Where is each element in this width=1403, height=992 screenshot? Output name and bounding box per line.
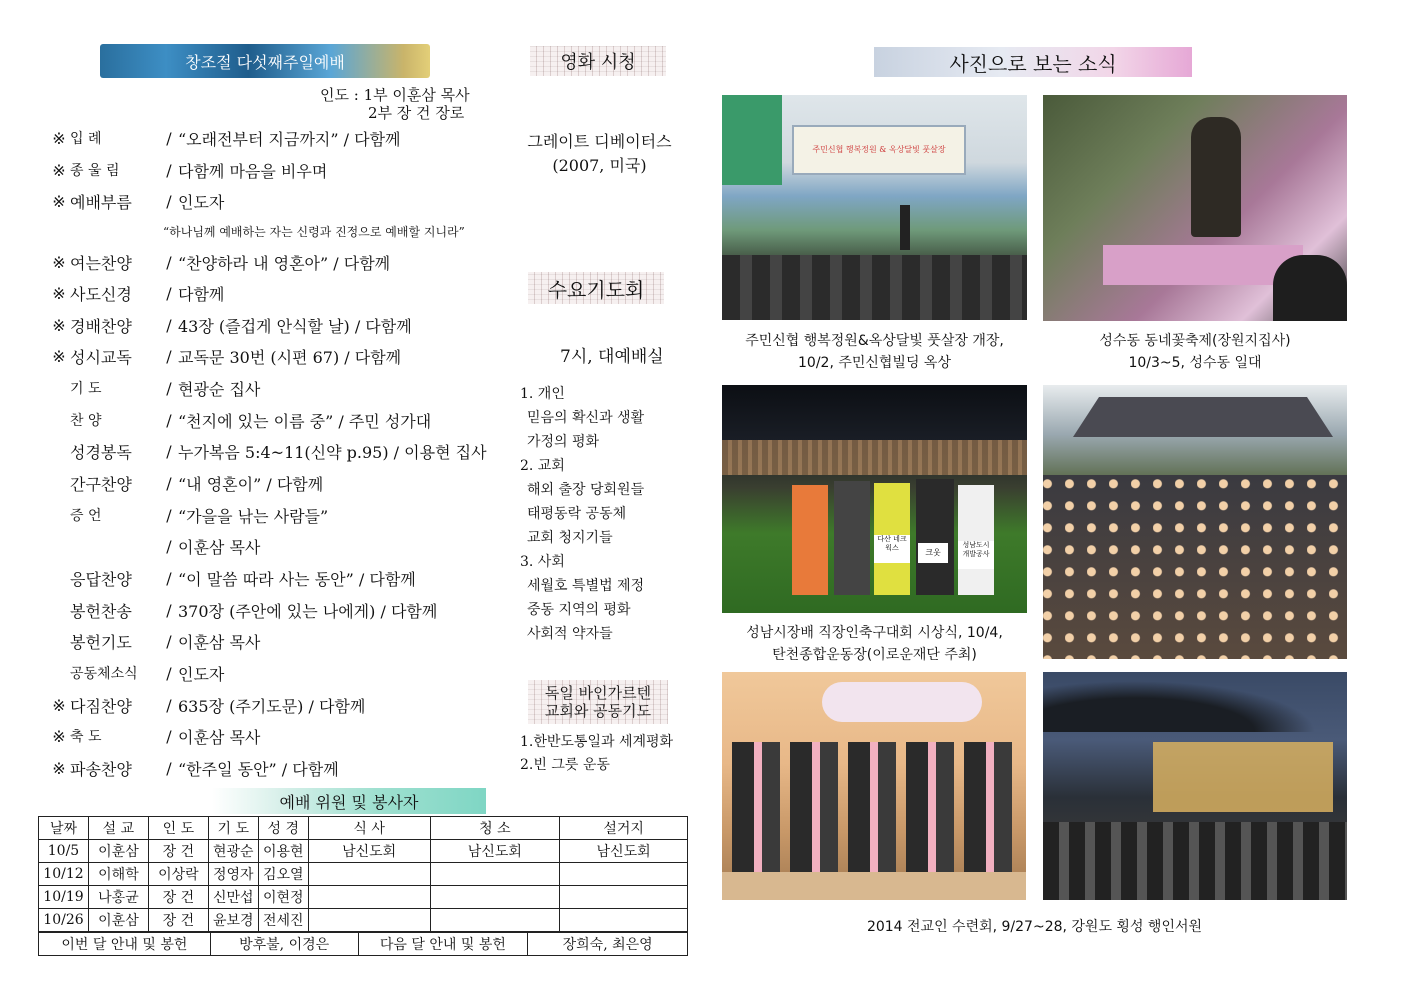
photo-retreat-indoor xyxy=(722,672,1026,900)
wednesday-title: 수요기도회 xyxy=(547,277,645,302)
staff-header-cell: 식 사 xyxy=(308,817,430,840)
worship-order-item xyxy=(48,753,508,783)
caption-rooftop-line-1: 주민신협 행복정원&옥상달빛 풋살장 개장, xyxy=(745,333,1004,349)
worship-order-item xyxy=(48,405,508,435)
staff-header-cell: 성 경 xyxy=(258,817,308,840)
movie-title-box xyxy=(530,46,666,76)
wall-banner xyxy=(822,682,982,722)
table-row xyxy=(39,909,688,932)
worship-order-item xyxy=(48,310,508,340)
order-mark: ※ xyxy=(52,726,66,746)
audience xyxy=(722,255,1027,320)
worship-order-item xyxy=(48,500,508,530)
staff-cell: 현광순 xyxy=(208,840,258,863)
order-desc: “가을을 낚는 사람들” xyxy=(178,506,329,526)
wooden-floor xyxy=(722,872,1026,900)
order-slash: / xyxy=(166,315,172,335)
worship-order-item xyxy=(48,373,508,403)
order-slash: / xyxy=(166,191,172,211)
movie-info xyxy=(512,130,687,178)
order-slash: / xyxy=(166,631,172,651)
order-mark: ※ xyxy=(52,160,66,180)
staff-cell: 10/5 xyxy=(39,840,89,863)
worship-order-item xyxy=(48,247,508,277)
order-name: 예배부름 xyxy=(70,192,132,212)
worship-order-item xyxy=(48,123,508,153)
order-name: 파송찬양 xyxy=(70,759,132,779)
order-desc: 이훈삼 목사 xyxy=(178,632,261,652)
order-slash: / xyxy=(166,695,172,715)
order-desc: 다함께 마음을 비우며 xyxy=(178,161,328,181)
movie-title: 영화 시청 xyxy=(560,52,636,73)
green-wall xyxy=(722,95,782,185)
order-desc: 이훈삼 목사 xyxy=(178,727,261,747)
staff-cell: 10/19 xyxy=(39,886,89,909)
worship-title-banner xyxy=(100,44,430,78)
germany-title-box xyxy=(528,680,668,724)
caption-flower-line-2: 10/3~5, 성수동 일대 xyxy=(1128,355,1262,371)
order-name: 성시교독 xyxy=(70,347,132,367)
order-name: 공동체소식 xyxy=(70,666,138,682)
staff-title: 예배 위원 및 봉사자 xyxy=(279,792,419,812)
order-name: 여는찬양 xyxy=(70,253,132,273)
prayer-item: 1. 개인 xyxy=(520,386,565,402)
order-mark: ※ xyxy=(52,191,66,211)
order-mark: ※ xyxy=(52,758,66,778)
staff-cell xyxy=(308,863,430,886)
caption-retreat: 2014 전교인 수련회, 9/27~28, 강원도 횡성 행인서원 xyxy=(866,919,1203,935)
order-slash: / xyxy=(166,128,172,148)
caption-soccer-line-1: 성남시장배 직장인축구대회 시상식, 10/4, xyxy=(746,625,1003,641)
order-name: 축 도 xyxy=(70,729,102,745)
person-2 xyxy=(834,481,870,595)
staff-header-cell: 설거지 xyxy=(560,817,688,840)
movie-year: (2007, 미국) xyxy=(552,156,647,175)
photo-banner-sign: 주민신협 행복정원 & 옥상달빛 풋살장 xyxy=(792,125,966,175)
table-row xyxy=(39,886,688,909)
photo-flower-festival xyxy=(1043,95,1347,321)
prayer-item: 세월호 특별법 제정 xyxy=(527,578,645,594)
worship-order-item xyxy=(48,341,508,371)
order-name: 입 례 xyxy=(70,131,102,147)
order-desc: “한주일 동안” / 다함께 xyxy=(178,759,339,779)
staff-cell: 이용현 xyxy=(258,840,308,863)
order-slash: / xyxy=(166,410,172,430)
staff-cell xyxy=(308,909,430,932)
germany-title-line-1: 독일 바인가르텐 xyxy=(544,684,652,702)
staff-cell: 이해학 xyxy=(88,863,148,886)
staff-cell: 나홍균 xyxy=(88,886,148,909)
speaker-figure xyxy=(900,205,910,250)
staff-cell: 이현정 xyxy=(258,886,308,909)
sign-1: 다산 네크웍스 xyxy=(874,535,910,563)
order-name: 봉헌기도 xyxy=(70,632,132,652)
staff-header-cell: 기 도 xyxy=(208,817,258,840)
staff-cell xyxy=(430,886,560,909)
staff-cell: 정영자 xyxy=(208,863,258,886)
order-desc: 인도자 xyxy=(178,192,225,212)
participant-figure xyxy=(1273,255,1347,321)
person-4 xyxy=(916,479,954,595)
staff-cell: 남신도회 xyxy=(430,840,560,863)
staff-cell: 남신도회 xyxy=(560,840,688,863)
order-desc: “내 영혼이” / 다함께 xyxy=(178,474,324,494)
staff-cell: 10/12 xyxy=(39,863,89,886)
photo-evening-courtyard xyxy=(1043,672,1347,900)
staff-cell: 장 건 xyxy=(148,840,208,863)
germany-items xyxy=(520,731,673,777)
order-mark: ※ xyxy=(52,128,66,148)
order-desc: “이 말씀 따라 사는 동안” / 다함께 xyxy=(178,569,416,589)
staff-cell: 장 건 xyxy=(148,909,208,932)
staff-cell: 장 건 xyxy=(148,886,208,909)
order-slash: / xyxy=(166,568,172,588)
call-to-worship-verse: “하나님께 예배하는 자는 신령과 진정으로 예배할 지니라” xyxy=(163,225,465,239)
caption-soccer-line-2: 탄천종합운동장(이로운재단 주최) xyxy=(772,647,977,663)
germany-item: 2.빈 그릇 운동 xyxy=(520,757,610,773)
stadium-stands xyxy=(722,440,1027,475)
worship-order-item xyxy=(48,690,508,720)
lit-building xyxy=(1153,742,1333,812)
worship-order-item xyxy=(48,626,508,656)
staff-cell: 김오열 xyxy=(258,863,308,886)
worship-order-item xyxy=(48,186,508,216)
prayer-item: 사회적 약자들 xyxy=(527,626,613,642)
sign-3: 성남도시 개발공사 xyxy=(958,541,994,569)
staff-table xyxy=(38,816,688,932)
order-name: 종 울 림 xyxy=(70,163,120,179)
staff-footer-table xyxy=(38,932,688,956)
indoor-people xyxy=(732,742,1022,872)
photo-retreat-group xyxy=(1043,385,1347,659)
order-name: 사도신경 xyxy=(70,284,132,304)
order-desc: 43장 (즐겁게 안식할 날) / 다함께 xyxy=(178,316,412,336)
prayer-item: 2. 교회 xyxy=(520,458,565,474)
prayer-item: 교회 청지기들 xyxy=(527,530,613,546)
prayer-item: 태평동락 공동체 xyxy=(527,506,627,522)
order-slash: / xyxy=(166,600,172,620)
staff-cell: 전세진 xyxy=(258,909,308,932)
staff-cell xyxy=(430,863,560,886)
footer-label-this-month: 이번 달 안내 및 봉헌 xyxy=(39,933,211,956)
order-slash: / xyxy=(166,441,172,461)
staff-cell: 이훈삼 xyxy=(88,840,148,863)
order-desc: 현광순 집사 xyxy=(178,379,261,399)
order-slash: / xyxy=(166,505,172,525)
staff-cell: 신만섭 xyxy=(208,886,258,909)
order-slash: / xyxy=(166,378,172,398)
order-slash: / xyxy=(166,473,172,493)
wednesday-title-box xyxy=(528,272,664,304)
photo-news-title: 사진으로 보는 소식 xyxy=(949,51,1117,76)
prayer-item: 가정의 평화 xyxy=(527,434,600,450)
seated-people xyxy=(1043,822,1347,900)
germany-item: 1.한반도통일과 세계평화 xyxy=(520,734,674,750)
worship-order-item xyxy=(48,436,508,466)
order-name: 찬 양 xyxy=(70,413,102,429)
person-1 xyxy=(792,485,828,595)
caption-soccer xyxy=(722,622,1027,666)
staff-cell xyxy=(308,886,430,909)
footer-names-next-month: 장희숙, 최은영 xyxy=(528,933,688,956)
worship-order-item xyxy=(48,468,508,498)
order-mark: ※ xyxy=(52,695,66,715)
caption-rooftop-line-2: 10/2, 주민신협빌딩 옥상 xyxy=(798,355,951,371)
order-mark: ※ xyxy=(52,315,66,335)
staff-cell xyxy=(560,886,688,909)
footer-names-this-month: 방후불, 이경은 xyxy=(210,933,358,956)
order-desc: “찬양하라 내 영혼아” / 다함께 xyxy=(178,253,391,273)
worship-order-item xyxy=(48,658,508,688)
order-name: 응답찬양 xyxy=(70,569,132,589)
staff-title-banner xyxy=(212,788,486,814)
order-desc: 인도자 xyxy=(178,664,225,684)
order-desc: 누가복음 5:4~11(신약 p.95) / 이용현 집사 xyxy=(178,442,487,462)
sign-2: 크웃 xyxy=(918,543,948,563)
hanok-roof xyxy=(1073,397,1333,437)
caption-flower xyxy=(1043,330,1347,374)
order-mark: ※ xyxy=(52,283,66,303)
footer-label-next-month: 다음 달 안내 및 봉헌 xyxy=(358,933,528,956)
order-name: 증 언 xyxy=(70,508,102,524)
worship-order-item xyxy=(48,155,508,185)
order-slash: / xyxy=(166,663,172,683)
order-name: 성경봉독 xyxy=(70,442,132,462)
worship-order-item xyxy=(48,721,508,751)
staff-header-row xyxy=(39,817,688,840)
order-name: 봉헌찬송 xyxy=(70,601,132,621)
movie-name: 그레이트 디베이터스 xyxy=(527,132,672,151)
order-slash: / xyxy=(166,160,172,180)
photo-news-banner xyxy=(874,47,1192,77)
staff-cell: 10/26 xyxy=(39,909,89,932)
leader-line-1: 인도 : 1부 이훈삼 목사 xyxy=(320,86,470,104)
table-row xyxy=(39,840,688,863)
wednesday-time: 7시, 대예배실 xyxy=(560,347,664,367)
staff-header-cell: 인 도 xyxy=(148,817,208,840)
order-desc: “오래전부터 지금까지” / 다함께 xyxy=(178,129,401,149)
order-slash: / xyxy=(166,758,172,778)
staff-cell: 이상락 xyxy=(148,863,208,886)
staff-header-cell: 날짜 xyxy=(39,817,89,840)
photo-soccer-award xyxy=(722,385,1027,613)
instructor-figure xyxy=(1191,117,1241,237)
leader-line-2: 2부 장 건 장로 xyxy=(368,104,465,122)
staff-cell: 남신도회 xyxy=(308,840,430,863)
prayer-item: 중동 지역의 평화 xyxy=(527,602,631,618)
worship-title: 창조절 다섯째주일예배 xyxy=(185,52,345,72)
worship-order-item xyxy=(48,278,508,308)
order-slash: / xyxy=(166,346,172,366)
worship-order-item xyxy=(48,563,508,593)
order-desc: 다함께 xyxy=(178,284,225,304)
caption-rooftop xyxy=(722,330,1027,374)
person-5 xyxy=(958,485,994,595)
staff-cell xyxy=(560,863,688,886)
order-name: 경배찬양 xyxy=(70,316,132,336)
order-slash: / xyxy=(166,726,172,746)
table-row xyxy=(39,863,688,886)
staff-cell xyxy=(560,909,688,932)
worship-order-item xyxy=(48,531,508,561)
caption-flower-line-1: 성수동 동네꽃축제(장원지집사) xyxy=(1099,333,1291,349)
worship-leader xyxy=(320,86,470,122)
order-desc: 370장 (주안에 있는 나에게) / 다함께 xyxy=(178,601,438,621)
order-mark: ※ xyxy=(52,252,66,272)
photo-rooftop-opening xyxy=(722,95,1027,320)
group-crowd xyxy=(1043,475,1347,659)
order-name: 간구찬양 xyxy=(70,474,132,494)
germany-title-line-2: 교회와 공동기도 xyxy=(544,702,652,720)
order-desc: 교독문 30번 (시편 67) / 다함께 xyxy=(178,347,402,367)
order-slash: / xyxy=(166,283,172,303)
order-desc: 이훈삼 목사 xyxy=(178,537,261,557)
staff-header-cell: 설 교 xyxy=(88,817,148,840)
order-name: 기 도 xyxy=(70,381,102,397)
tree-canopy xyxy=(1043,672,1347,732)
order-name: 다짐찬양 xyxy=(70,696,132,716)
order-mark: ※ xyxy=(52,346,66,366)
order-slash: / xyxy=(166,536,172,556)
order-slash: / xyxy=(166,252,172,272)
prayer-item: 해외 출장 당회원들 xyxy=(527,482,645,498)
staff-cell: 윤보경 xyxy=(208,909,258,932)
order-desc: 635장 (주기도문) / 다함께 xyxy=(178,696,366,716)
order-desc: “천지에 있는 이름 중” / 주민 성가대 xyxy=(178,411,432,431)
staff-cell xyxy=(430,909,560,932)
prayer-item: 믿음의 확신과 생활 xyxy=(527,410,645,426)
staff-header-cell: 청 소 xyxy=(430,817,560,840)
staff-cell: 이훈삼 xyxy=(88,909,148,932)
prayer-item: 3. 사회 xyxy=(520,554,565,570)
worship-order-item xyxy=(48,595,508,625)
